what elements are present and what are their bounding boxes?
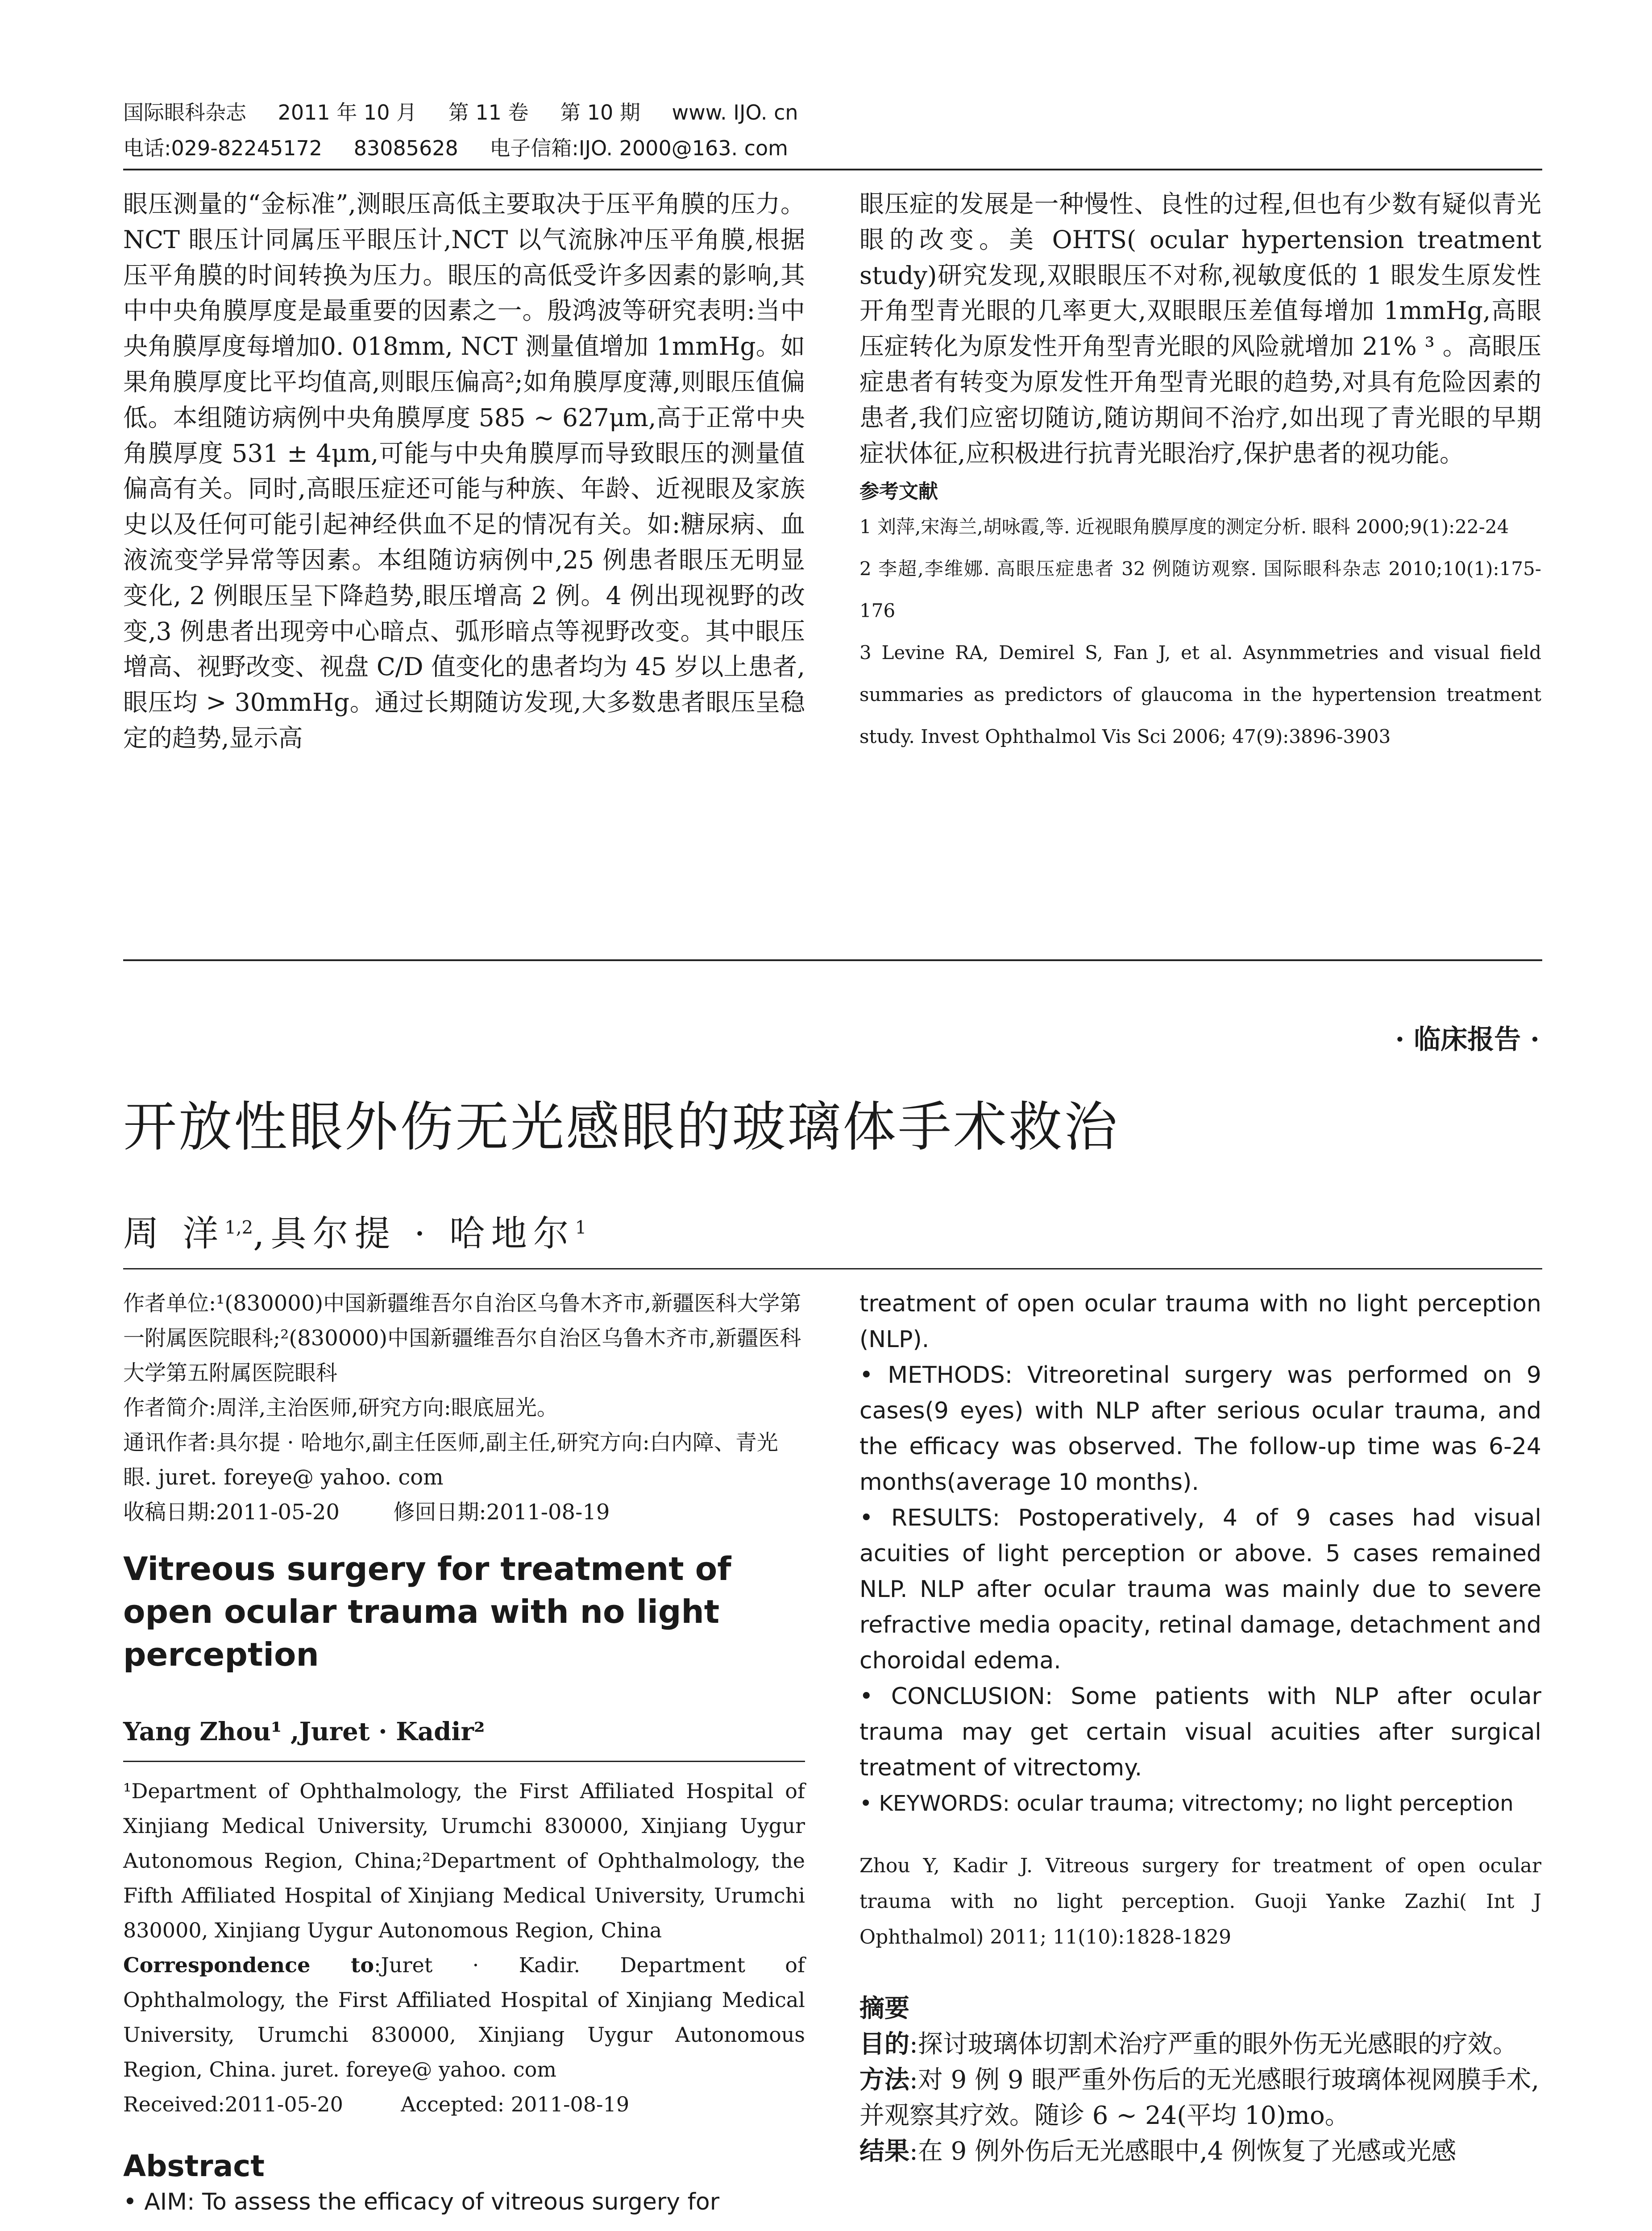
author-1-affiliation-marks: 1,2 bbox=[224, 1217, 253, 1238]
running-header bbox=[123, 95, 1542, 166]
methods-text: :对 9 例 9 眼严重外伤后的无光感眼行玻璃体视网膜手术,并观察其疗效。随诊 6 ~ 24(平均 10)mo。 bbox=[859, 2065, 1540, 2130]
english-received: Received:2011-05-20 bbox=[123, 2092, 343, 2116]
previous-article-left-column bbox=[123, 187, 805, 756]
author-line bbox=[123, 1205, 586, 1256]
abstract-aim-continued: treatment of open ocular trauma with no light perception (NLP). bbox=[859, 1290, 1541, 1353]
corresponding-author: 通讯作者:具尔提 · 哈地尔,副主任医师,副主任,研究方向:白内障、青光眼. juret. foreye@ yahoo. com bbox=[123, 1430, 778, 1490]
header-rule bbox=[123, 169, 1542, 170]
results-text: :在 9 例外伤后无光感眼中,4 例恢复了光感或光感 bbox=[909, 2137, 1457, 2166]
chinese-methods bbox=[859, 2062, 1541, 2134]
lower-right-column bbox=[859, 1286, 1541, 2169]
correspondence-text: :Juret · Kadir. Department of Ophthalmology, the First Affiliated Hospital of Xinjiang Medical University, Urumchi 830000, Xinjiang Uygur Autonomous Region, China. juret. foreye@ yahoo. com bbox=[123, 1953, 805, 2082]
english-title: Vitreous surgery for treatment of open ocular trauma with no light perception bbox=[123, 1550, 731, 1673]
results-label: 结果 bbox=[859, 2137, 909, 2166]
citation: Zhou Y, Kadir J. Vitreous surgery for treatment of open ocular trauma with no light perception. Guoji Yanke Zazhi( Int J Ophthalmol) 2011; 11(10):1828-1829 bbox=[859, 1854, 1541, 1949]
english-affiliation: ¹Department of Ophthalmology, the First Affiliated Hospital of Xinjiang Medical University, Urumchi 830000, Xinjiang Uygur Autonomous Region, China;²Department of Ophthalmology, the Fifth Affiliated Hospital of Xinjiang Medical University, Urumchi 830000, Xinjiang Uygur Autonomous Region, China bbox=[123, 1779, 805, 1942]
dates-line bbox=[123, 1495, 805, 1530]
correspondence-label: Correspondence to bbox=[123, 1953, 374, 1977]
author-1: 周 洋 bbox=[123, 1213, 225, 1254]
english-dates bbox=[123, 2087, 805, 2122]
website: www. IJO. cn bbox=[672, 100, 798, 124]
chinese-results bbox=[859, 2134, 1541, 2169]
reference-item: 3 Levine RA, Demirel S, Fan J, et al. Asynmmetries and visual field summaries as predictors of glaucoma in the hypertension treatment study. Invest Ophthalmol Vis Sci 2006; 47(9):3896-3903 bbox=[859, 642, 1541, 748]
methods-label: 方法 bbox=[859, 2065, 909, 2094]
previous-article-text-left: 眼压测量的“金标准”,测眼压高低主要取决于压平角膜的压力。NCT 眼压计同属压平眼压计,NCT 以气流脉冲压平角膜,根据压平角膜的时间转换为压力。眼压的高低受许多因素的影响,其中中央角膜厚度是最重要的因素之一。殷鸿波等研究表明:当中央角膜厚度每增加0. 018mm, NCT 测量值增加 1mmHg。如果角膜厚度比平均值高,则眼压偏高²;如角膜厚度薄,则眼压值偏低。本组随访病例中央角膜厚度 585 ~ 627μm,高于正常中央角膜厚度 531 ± 4μm,可能与中央角膜厚而导致眼压的测量值偏高有关。同时,高眼压症还可能与种族、年龄、近视眼及家族史以及任何可能引起神经供血不足的情况有关。如:糖尿病、血液流变学异常等因素。本组随访病例中,25 例患者眼压无明显变化, 2 例眼压呈下降趋势,眼压增高 2 例。4 例出现视野的改变,3 例患者出现旁中心暗点、弧形暗点等视野改变。其中眼压增高、视野改变、视盘 C/D 值变化的患者均为 45 岁以上患者,眼压均 > 30mmHg。通过长期随访发现,大多数患者眼压呈稳定的趋势,显示高 bbox=[123, 190, 805, 752]
english-authors: Yang Zhou¹ ,Juret · Kadir² bbox=[123, 1717, 485, 1746]
email: 电子信箱:IJO. 2000@163. com bbox=[490, 136, 788, 160]
previous-article-right-column bbox=[859, 187, 1541, 758]
abstract-heading: Abstract bbox=[123, 2149, 265, 2183]
issue-number: 第 10 期 bbox=[560, 100, 640, 124]
received-date: 收稿日期:2011-05-20 bbox=[123, 1500, 340, 1525]
chinese-abstract-heading: 摘要 bbox=[859, 1994, 909, 2023]
abstract-conclusion: • CONCLUSION: Some patients with NLP after ocular trauma may get certain visual acuities after surgical treatment of vitrectomy. bbox=[859, 1683, 1541, 1781]
author-bio: 作者简介:周洋,主治医师,研究方向:眼底屈光。 bbox=[123, 1395, 558, 1420]
issue-date: 2011 年 10 月 bbox=[278, 100, 417, 124]
journal-name: 国际眼科杂志 bbox=[123, 100, 246, 124]
author-rule bbox=[123, 1268, 1542, 1269]
english-correspondence bbox=[123, 1948, 805, 2087]
english-accepted: Accepted: 2011-08-19 bbox=[401, 2092, 630, 2116]
author-units: 作者单位:¹(830000)中国新疆维吾尔自治区乌鲁木齐市,新疆医科大学第一附属医院眼科;²(830000)中国新疆维吾尔自治区乌鲁木齐市,新疆医科大学第五附属医院眼科 bbox=[123, 1291, 801, 1385]
volume: 第 11 卷 bbox=[448, 100, 529, 124]
author-separator: , bbox=[253, 1213, 271, 1254]
chinese-objective bbox=[859, 2027, 1541, 2062]
abstract-keywords: • KEYWORDS: ocular trauma; vitrectomy; no light perception bbox=[859, 1791, 1514, 1816]
english-authors-rule bbox=[123, 1761, 805, 1762]
header-line-1 bbox=[123, 95, 1542, 130]
phone-2: 83085628 bbox=[353, 136, 458, 160]
section-divider bbox=[123, 959, 1542, 961]
author-2-affiliation-marks: 1 bbox=[575, 1217, 587, 1238]
reference-item: 1 刘萍,宋海兰,胡咏霞,等. 近视眼角膜厚度的测定分析. 眼科 2000;9(1):22-24 bbox=[859, 516, 1509, 538]
abstract-results: • RESULTS: Postoperatively, 4 of 9 cases had visual acuities of light perception or above. 5 cases remained NLP. NLP after ocular trauma was mainly due to severe refractive media opacity, retinal damage, detachment and choroidal edema. bbox=[859, 1505, 1541, 1674]
objective-label: 目的 bbox=[859, 2030, 909, 2059]
abstract-methods: • METHODS: Vitreoretinal surgery was performed on 9 cases(9 eyes) with NLP after serious ocular trauma, and the efficacy was observed. The follow-up time was 6-24 months(average 10 months). bbox=[859, 1362, 1541, 1496]
revised-date: 修回日期:2011-08-19 bbox=[393, 1500, 610, 1525]
author-2: 具尔提 · 哈地尔 bbox=[270, 1213, 575, 1254]
abstract-aim: • AIM: To assess the efficacy of vitreous surgery for bbox=[123, 2189, 720, 2215]
reference-item: 2 李超,李维娜. 高眼压症患者 32 例随访观察. 国际眼科杂志 2010;10(1):175-176 bbox=[859, 558, 1541, 622]
lower-left-column bbox=[123, 1286, 805, 2220]
objective-text: :探讨玻璃体切割术治疗严重的眼外伤无光感眼的疗效。 bbox=[909, 2030, 1518, 2059]
section-tag: · 临床报告 · bbox=[1395, 1024, 1540, 1055]
article-title: 开放性眼外伤无光感眼的玻璃体手术救治 bbox=[123, 1096, 1119, 1158]
references-heading: 参考文献 bbox=[859, 480, 938, 503]
header-line-2 bbox=[123, 130, 1542, 166]
phone: 电话:029-82245172 bbox=[123, 136, 323, 160]
previous-article-text-right: 眼压症的发展是一种慢性、良性的过程,但也有少数有疑似青光眼的改变。美 OHTS( ocular hypertension treatment study)研究发现,双眼眼压不对称,视敏度低的 1 眼发生原发性开角型青光眼的几率更大,双眼眼压差值每增加 1mmHg,高眼压症转化为原发性开角型青光眼的风险就增加 21% ³ 。高眼压症患者有转变为原发性开角型青光眼的趋势,对具有危险因素的患者,我们应密切随访,随访期间不治疗,如出现了青光眼的早期症状体征,应积极进行抗青光眼治疗,保护患者的视功能。 bbox=[859, 190, 1541, 468]
